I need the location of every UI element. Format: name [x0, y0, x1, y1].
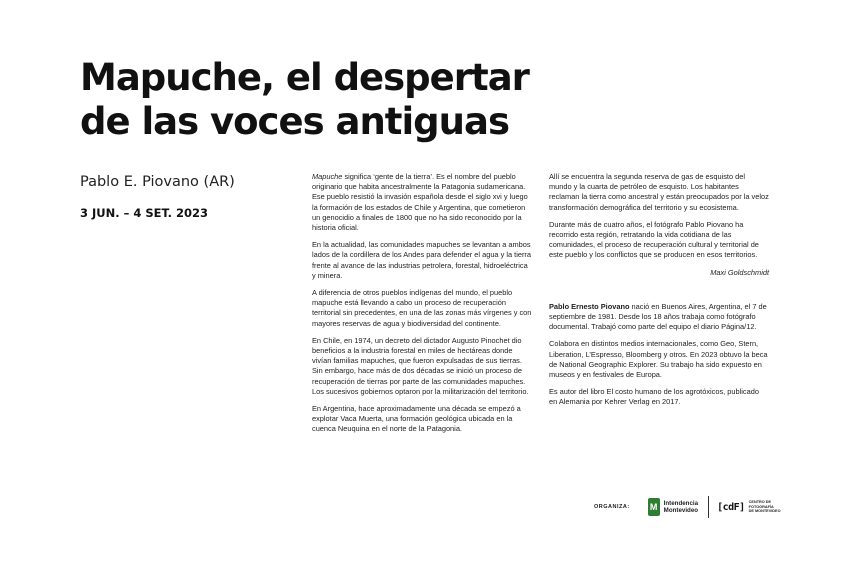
paragraph: Durante más de cuatro años, el fotógrafo Pablo Piovano ha recorrido esta región, retratando la vida cotidiana de las comunidades, el proceso de recuperación cultural y territorial de este pueblo y los conflictos que se producen en esos territorios. [549, 219, 759, 260]
bio-name: Pablo Ernesto Piovano [549, 301, 630, 311]
bio-text: nació en Buenos Aires, Argentina, el 7 de septiembre de 1981. Desde los 18 años trabaja como fotógrafo documental. Trabajó como parte del equipo el diario Página/12. [549, 301, 767, 332]
logo-text-line: FOTOGRAFÍA [748, 504, 774, 509]
paragraph [312, 172, 532, 233]
paragraph: Allí se encuentra la segunda reserva de gas de esquisto del mundo y la cuarta de petróleo de esquisto. Los habitantes reclaman la tierra como ancestral y están preocupados por la veloz transformación demográfica del territorio y su ecosistema. [549, 172, 769, 212]
logo-text-line: CENTRO DE [748, 500, 772, 505]
exhibition-dates: 3 JUN. – 4 SET. 2023 [80, 206, 208, 220]
cdf-logo-text [749, 500, 781, 514]
cdf-logo-icon: [cdF] [717, 501, 745, 513]
text-column-2 [549, 172, 769, 415]
bio-paragraph: Es autor del libro El costo humano de los agrotóxicos, publicado en Alemania por Kehrer Verlag en 2017. [549, 387, 759, 407]
logo-text-line: DE MONTEVIDEO [748, 509, 781, 514]
bio-paragraph [549, 302, 769, 333]
logo-divider [708, 496, 709, 518]
logo-text-line: Montevideo [663, 507, 699, 514]
signature: Maxi Goldschmidt [710, 267, 769, 277]
title-line-1: Mapuche, el despertar [80, 56, 529, 99]
logo-text-line: Intendencia [663, 499, 699, 507]
text-column-1 [312, 172, 532, 442]
paragraph: A diferencia de otros pueblos indígenas del mundo, el pueblo mapuche está llevando a cabo un proceso de recuperación territorial sin precedentes, en una de las zonas más vírgenes y con mayores reservas de agua y biodiversidad del continente. [312, 288, 532, 328]
paragraph: En la actualidad, las comunidades mapuches se levantan a ambos lados de la cordillera de los Andes para defender el agua y la tierra frente al avance de las industrias petrolera, forestal, hidroeléctrica y minera. [312, 240, 531, 280]
paragraph-text: significa ‘gente de la tierra’. Es el nombre del pueblo originario que habita ancestralmente la Patagonia sudamericana. Ese pueblo resistió la invasión española desde el siglo xvi y luego la formación de los estados de Chile y Argentina, que cometieron un genocidio a finales de 1800 que no ha sido reconocido por la historia oficial. [312, 172, 528, 233]
sponsors-footer [594, 494, 781, 520]
organiza-label: ORGANIZA: [594, 504, 630, 510]
exhibition-title [80, 56, 600, 144]
intendencia-logo-icon: M [648, 498, 660, 516]
bio-paragraph: Colabora en distintos medios internacionales, como Geo, Stern, Liberation, L’Espresso, Bloomberg y otros. En 2023 obtuvo la beca de National Geographic Explorer. Su trabajo ha sido expuesto en museos y en festivales de Europa. [549, 339, 768, 380]
paragraph: En Argentina, hace aproximadamente una década se empezó a explotar Vaca Muerta, una formación geológica ubicada en la cuenca Neuquina en el norte de la Patagonia. [312, 404, 521, 434]
paragraph: En Chile, en 1974, un decreto del dictador Augusto Pinochet dio beneficios a la industria forestal en miles de hectáreas donde vivían familias mapuches, que fueron expulsadas de sus tierras. Sin embargo, hace más de dos décadas se inició un proceso de recuperación de tierras por parte de las comunidades mapuches. Los sucesivos gobiernos optaron por la militarización del territorio. [312, 335, 529, 396]
intendencia-logo-text [664, 500, 698, 515]
author-name: Pablo E. Piovano (AR) [80, 174, 235, 190]
intendencia-montevideo-logo [648, 498, 698, 516]
emphasis: Mapuche [312, 172, 343, 181]
title-line-2: de las voces antiguas [80, 100, 509, 143]
